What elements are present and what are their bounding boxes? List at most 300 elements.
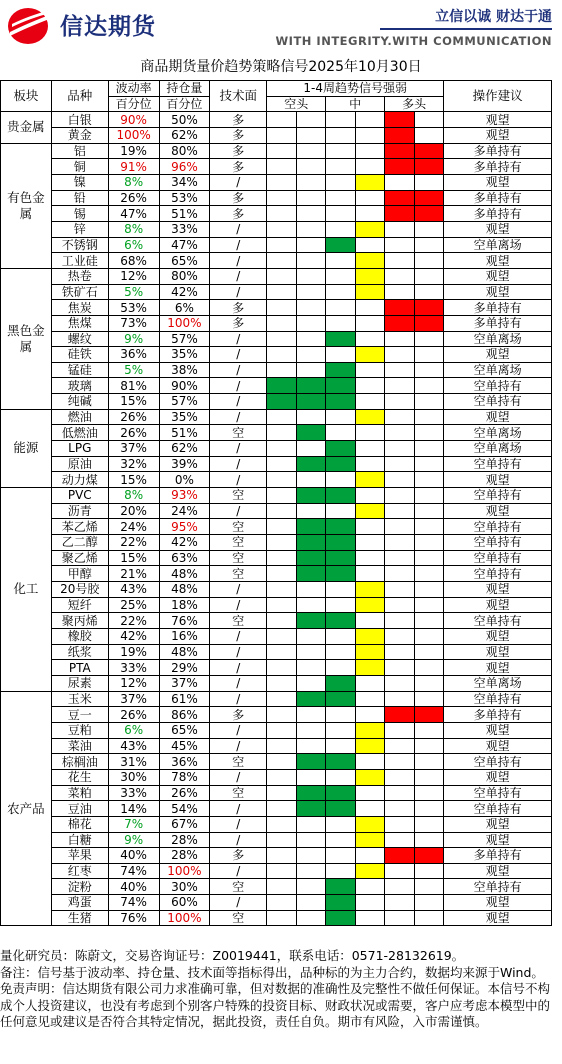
signal-cell — [326, 863, 355, 879]
col-sector-header: 板块 — [1, 81, 52, 112]
open-interest-cell: 26% — [159, 785, 210, 801]
signal-cell — [326, 707, 355, 723]
signal-cell — [296, 300, 325, 316]
tagline: WITH INTEGRITY.WITH COMMUNICATION — [275, 34, 552, 48]
signal-cell — [267, 409, 296, 425]
advice-cell: 空单持有 — [444, 550, 552, 566]
signal-cell — [414, 362, 444, 378]
signal-cell — [326, 378, 355, 394]
signal-cell — [385, 863, 414, 879]
signal-cell — [326, 127, 355, 143]
signal-cell — [414, 127, 444, 143]
signal-cell — [385, 675, 414, 691]
table-row — [1, 550, 552, 566]
volatility-cell: 81% — [108, 378, 159, 394]
volatility-cell: 40% — [108, 848, 159, 864]
signal-cell — [296, 801, 325, 817]
open-interest-cell: 65% — [159, 253, 210, 269]
signal-cell — [414, 660, 444, 676]
signal-cell — [414, 832, 444, 848]
signal-cell — [267, 660, 296, 676]
open-interest-cell: 6% — [159, 300, 210, 316]
advice-cell: 观望 — [444, 284, 552, 300]
open-interest-cell: 93% — [159, 488, 210, 504]
table-row — [1, 221, 552, 237]
signal-cell — [385, 801, 414, 817]
signal-cell — [385, 582, 414, 598]
signal-cell — [326, 644, 355, 660]
volatility-cell: 8% — [108, 174, 159, 190]
table-row — [1, 378, 552, 394]
signal-cell — [414, 613, 444, 629]
table-row — [1, 425, 552, 441]
col-oi-header-1: 持仓量 — [159, 81, 210, 97]
signal-cell — [414, 409, 444, 425]
table-row — [1, 566, 552, 582]
advice-cell: 观望 — [444, 738, 552, 754]
open-interest-cell: 47% — [159, 237, 210, 253]
technical-cell: / — [210, 722, 267, 738]
table-row — [1, 315, 552, 331]
technical-cell: / — [210, 801, 267, 817]
signal-cell — [414, 331, 444, 347]
cinda-logo-icon — [6, 6, 54, 46]
open-interest-cell: 57% — [159, 331, 210, 347]
advice-cell: 多单持有 — [444, 143, 552, 159]
variety-cell: LPG — [51, 441, 108, 457]
volatility-cell: 15% — [108, 394, 159, 410]
signal-cell — [267, 362, 296, 378]
open-interest-cell: 28% — [159, 848, 210, 864]
signal-cell — [385, 284, 414, 300]
signal-cell — [326, 832, 355, 848]
variety-cell: 棕榈油 — [51, 754, 108, 770]
signal-cell — [296, 112, 325, 128]
signal-cell — [385, 206, 414, 222]
signal-cell — [267, 691, 296, 707]
open-interest-cell: 42% — [159, 535, 210, 551]
signal-cell — [414, 472, 444, 488]
signal-cell — [355, 863, 384, 879]
table-row — [1, 582, 552, 598]
advice-cell: 观望 — [444, 268, 552, 284]
advice-cell: 空单离场 — [444, 441, 552, 457]
signal-cell — [326, 582, 355, 598]
technical-cell: / — [210, 441, 267, 457]
volatility-cell: 73% — [108, 315, 159, 331]
variety-cell: 螺纹 — [51, 331, 108, 347]
advice-cell: 观望 — [444, 628, 552, 644]
variety-cell: 沥青 — [51, 503, 108, 519]
volatility-cell: 8% — [108, 488, 159, 504]
signal-cell — [296, 253, 325, 269]
signal-cell — [326, 112, 355, 128]
advice-cell: 空单离场 — [444, 425, 552, 441]
signal-cell — [385, 362, 414, 378]
open-interest-cell: 51% — [159, 206, 210, 222]
technical-cell: 多 — [210, 206, 267, 222]
signal-cell — [326, 769, 355, 785]
open-interest-cell: 35% — [159, 409, 210, 425]
table-row — [1, 535, 552, 551]
signal-cell — [326, 472, 355, 488]
signal-cell — [326, 409, 355, 425]
open-interest-cell: 51% — [159, 425, 210, 441]
signal-cell — [326, 268, 355, 284]
advice-cell: 多单持有 — [444, 707, 552, 723]
signal-cell — [355, 785, 384, 801]
open-interest-cell: 42% — [159, 284, 210, 300]
open-interest-cell: 76% — [159, 613, 210, 629]
variety-cell: 豆一 — [51, 707, 108, 723]
signal-cell — [267, 331, 296, 347]
signal-cell — [267, 472, 296, 488]
signal-cell — [355, 848, 384, 864]
volatility-cell: 8% — [108, 221, 159, 237]
signal-cell — [267, 503, 296, 519]
table-row — [1, 644, 552, 660]
signal-cell — [385, 253, 414, 269]
signal-cell — [267, 722, 296, 738]
open-interest-cell: 28% — [159, 832, 210, 848]
variety-cell: 硅铁 — [51, 347, 108, 363]
volatility-cell: 12% — [108, 268, 159, 284]
signal-cell — [355, 769, 384, 785]
signal-cell — [326, 456, 355, 472]
advice-cell: 空单离场 — [444, 362, 552, 378]
volatility-cell: 37% — [108, 441, 159, 457]
signal-cell — [355, 832, 384, 848]
advice-cell: 多单持有 — [444, 848, 552, 864]
technical-cell: / — [210, 237, 267, 253]
volatility-cell: 6% — [108, 722, 159, 738]
signal-cell — [296, 268, 325, 284]
volatility-cell: 32% — [108, 456, 159, 472]
signal-cell — [267, 769, 296, 785]
signal-cell — [385, 628, 414, 644]
volatility-cell: 25% — [108, 597, 159, 613]
advice-cell: 观望 — [444, 832, 552, 848]
signal-cell — [355, 425, 384, 441]
signal-cell — [355, 143, 384, 159]
signal-cell — [267, 394, 296, 410]
technical-cell: / — [210, 362, 267, 378]
variety-cell: 生猪 — [51, 910, 108, 926]
signal-cell — [326, 347, 355, 363]
variety-cell: 锡 — [51, 206, 108, 222]
variety-cell: 短纤 — [51, 597, 108, 613]
advice-cell: 观望 — [444, 597, 552, 613]
technical-cell: / — [210, 628, 267, 644]
variety-cell: 玉米 — [51, 691, 108, 707]
technical-cell: / — [210, 394, 267, 410]
technical-cell: / — [210, 816, 267, 832]
signal-cell — [296, 832, 325, 848]
signal-cell — [385, 456, 414, 472]
signal-cell — [296, 582, 325, 598]
volatility-cell: 90% — [108, 112, 159, 128]
signal-cell — [267, 441, 296, 457]
table-row — [1, 409, 552, 425]
signal-cell — [326, 488, 355, 504]
signal-cell — [326, 785, 355, 801]
signal-cell — [385, 112, 414, 128]
open-interest-cell: 16% — [159, 628, 210, 644]
signal-cell — [296, 206, 325, 222]
signal-cell — [267, 519, 296, 535]
signal-cell — [355, 206, 384, 222]
technical-cell: 空 — [210, 910, 267, 926]
signal-cell — [355, 174, 384, 190]
sector-cell: 化工 — [1, 488, 52, 692]
variety-cell: 20号胶 — [51, 582, 108, 598]
open-interest-cell: 65% — [159, 722, 210, 738]
signal-cell — [355, 644, 384, 660]
volatility-cell: 33% — [108, 660, 159, 676]
advice-cell: 观望 — [444, 769, 552, 785]
signal-cell — [355, 550, 384, 566]
signal-cell — [414, 848, 444, 864]
signal-cell — [326, 660, 355, 676]
volatility-cell: 68% — [108, 253, 159, 269]
table-row — [1, 691, 552, 707]
table-row — [1, 801, 552, 817]
signal-cell — [355, 441, 384, 457]
signal-cell — [326, 566, 355, 582]
signal-cell — [355, 816, 384, 832]
technical-cell: 多 — [210, 190, 267, 206]
signal-cell — [414, 300, 444, 316]
signal-cell — [385, 848, 414, 864]
technical-cell: / — [210, 644, 267, 660]
signal-cell — [296, 190, 325, 206]
signal-cell — [414, 143, 444, 159]
advice-cell: 空单持有 — [444, 754, 552, 770]
variety-cell: 铝 — [51, 143, 108, 159]
open-interest-cell: 34% — [159, 174, 210, 190]
signal-cell — [326, 848, 355, 864]
variety-cell: 黄金 — [51, 127, 108, 143]
open-interest-cell: 100% — [159, 315, 210, 331]
signal-cell — [296, 456, 325, 472]
signal-cell — [385, 472, 414, 488]
technical-cell: / — [210, 597, 267, 613]
signal-cell — [414, 503, 444, 519]
volatility-cell: 47% — [108, 206, 159, 222]
brand-name: 信达期货 — [60, 14, 156, 40]
technical-cell: 多 — [210, 159, 267, 175]
technical-cell: / — [210, 284, 267, 300]
table-row — [1, 863, 552, 879]
variety-cell: 豆粕 — [51, 722, 108, 738]
signal-cell — [267, 785, 296, 801]
header — [0, 0, 562, 52]
table-row — [1, 628, 552, 644]
signal-cell — [385, 159, 414, 175]
signal-cell — [267, 237, 296, 253]
header-row-1 — [1, 81, 552, 97]
signal-cell — [326, 691, 355, 707]
signal-cell — [326, 879, 355, 895]
advice-cell: 观望 — [444, 174, 552, 190]
signal-cell — [385, 738, 414, 754]
variety-cell: 菜粕 — [51, 785, 108, 801]
sector-cell: 有色金属 — [1, 143, 52, 268]
signal-cell — [355, 597, 384, 613]
footer-disclaimer: 免责声明：信达期货有限公司力求准确可靠，但对数据的准确性及完整性不做任何保证。本信号不构成个人投资建议，也没有考虑到个别客户特殊的投资目标、财政状况或需要，客户应考虑本模型中的任何意见或建议是否符合其特定情况，据此投资，责任自负。期市有风险，入市需谨慎。 — [0, 981, 551, 1030]
advice-cell: 观望 — [444, 409, 552, 425]
volatility-cell: 19% — [108, 143, 159, 159]
signal-cell — [414, 754, 444, 770]
signal-cell — [326, 675, 355, 691]
technical-cell: 空 — [210, 785, 267, 801]
volatility-cell: 5% — [108, 362, 159, 378]
col-long-header: 多头 — [385, 96, 444, 112]
volatility-cell: 91% — [108, 159, 159, 175]
signal-cell — [296, 628, 325, 644]
variety-cell: PTA — [51, 660, 108, 676]
table-row — [1, 660, 552, 676]
technical-cell: / — [210, 472, 267, 488]
open-interest-cell: 86% — [159, 707, 210, 723]
variety-cell: 锰硅 — [51, 362, 108, 378]
technical-cell: 空 — [210, 879, 267, 895]
variety-cell: 锌 — [51, 221, 108, 237]
open-interest-cell: 45% — [159, 738, 210, 754]
signal-cell — [355, 315, 384, 331]
advice-cell: 观望 — [444, 253, 552, 269]
technical-cell: / — [210, 347, 267, 363]
volatility-cell: 9% — [108, 832, 159, 848]
open-interest-cell: 29% — [159, 660, 210, 676]
signal-cell — [355, 237, 384, 253]
technical-cell: / — [210, 895, 267, 911]
volatility-cell: 26% — [108, 190, 159, 206]
volatility-cell: 14% — [108, 801, 159, 817]
signal-cell — [414, 738, 444, 754]
signal-cell — [296, 331, 325, 347]
technical-cell: 空 — [210, 613, 267, 629]
signal-cell — [385, 488, 414, 504]
signal-cell — [355, 879, 384, 895]
table-row — [1, 816, 552, 832]
open-interest-cell: 24% — [159, 503, 210, 519]
table-row — [1, 488, 552, 504]
variety-cell: 苹果 — [51, 848, 108, 864]
signal-cell — [355, 707, 384, 723]
table-row — [1, 707, 552, 723]
signal-cell — [414, 347, 444, 363]
table-row — [1, 362, 552, 378]
table-row — [1, 848, 552, 864]
signal-cell — [326, 315, 355, 331]
table-row — [1, 722, 552, 738]
signal-cell — [326, 174, 355, 190]
variety-cell: 纸浆 — [51, 644, 108, 660]
signal-cell — [414, 206, 444, 222]
signal-cell — [414, 378, 444, 394]
technical-cell: 多 — [210, 112, 267, 128]
technical-cell: / — [210, 582, 267, 598]
signal-cell — [326, 284, 355, 300]
open-interest-cell: 35% — [159, 347, 210, 363]
signal-cell — [296, 519, 325, 535]
advice-cell: 观望 — [444, 503, 552, 519]
signal-cell — [296, 816, 325, 832]
signal-cell — [267, 535, 296, 551]
signal-cell — [385, 519, 414, 535]
signal-cell — [267, 910, 296, 926]
technical-cell: 多 — [210, 300, 267, 316]
signal-cell — [267, 754, 296, 770]
signal-cell — [414, 769, 444, 785]
signal-cell — [267, 738, 296, 754]
signal-cell — [326, 628, 355, 644]
signal-cell — [355, 221, 384, 237]
signal-cell — [296, 535, 325, 551]
signal-cell — [296, 566, 325, 582]
volatility-cell: 37% — [108, 691, 159, 707]
variety-cell: 纯碱 — [51, 394, 108, 410]
open-interest-cell: 80% — [159, 143, 210, 159]
signal-cell — [385, 143, 414, 159]
signal-cell — [385, 441, 414, 457]
advice-cell: 观望 — [444, 863, 552, 879]
technical-cell: / — [210, 221, 267, 237]
signal-cell — [385, 300, 414, 316]
signal-cell — [414, 174, 444, 190]
variety-cell: 动力煤 — [51, 472, 108, 488]
volatility-cell: 15% — [108, 550, 159, 566]
volatility-cell: 30% — [108, 769, 159, 785]
signal-cell — [326, 535, 355, 551]
technical-cell: / — [210, 691, 267, 707]
volatility-cell: 26% — [108, 425, 159, 441]
signal-cell — [385, 347, 414, 363]
signal-cell — [267, 268, 296, 284]
advice-cell: 观望 — [444, 582, 552, 598]
signal-cell — [326, 190, 355, 206]
signal-cell — [326, 550, 355, 566]
signal-cell — [326, 221, 355, 237]
variety-cell: 豆油 — [51, 801, 108, 817]
technical-cell: 空 — [210, 550, 267, 566]
signal-cell — [385, 879, 414, 895]
signal-cell — [414, 895, 444, 911]
technical-cell: / — [210, 769, 267, 785]
open-interest-cell: 50% — [159, 112, 210, 128]
signal-cell — [267, 456, 296, 472]
signal-cell — [385, 644, 414, 660]
advice-cell: 空单持有 — [444, 566, 552, 582]
technical-cell: / — [210, 331, 267, 347]
signal-cell — [385, 769, 414, 785]
signal-cell — [355, 613, 384, 629]
col-vol-header-2: 百分位 — [108, 96, 159, 112]
volatility-cell: 24% — [108, 519, 159, 535]
signal-cell — [326, 237, 355, 253]
signal-cell — [414, 190, 444, 206]
technical-cell: / — [210, 174, 267, 190]
signal-cell — [267, 597, 296, 613]
signal-cell — [267, 127, 296, 143]
volatility-cell: 43% — [108, 738, 159, 754]
variety-cell: 苯乙烯 — [51, 519, 108, 535]
signal-cell — [355, 488, 384, 504]
technical-cell: 多 — [210, 848, 267, 864]
signal-cell — [355, 535, 384, 551]
signal-cell — [414, 488, 444, 504]
